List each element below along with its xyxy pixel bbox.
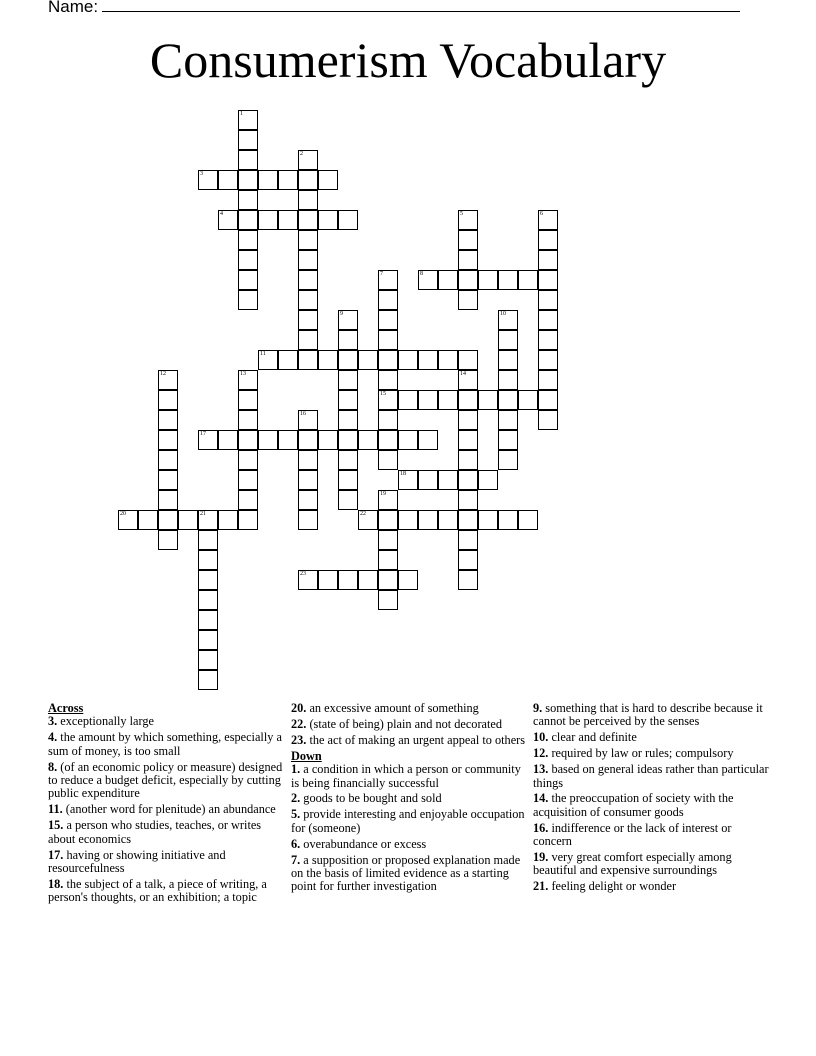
grid-cell[interactable]	[158, 450, 178, 470]
grid-cell[interactable]	[478, 390, 498, 410]
grid-cell[interactable]	[238, 290, 258, 310]
grid-cell[interactable]	[298, 450, 318, 470]
clue-across-20: 20. an excessive amount of something	[291, 701, 479, 715]
grid-cell[interactable]	[318, 210, 338, 230]
grid-cell[interactable]	[338, 450, 358, 470]
grid-cell[interactable]	[258, 430, 278, 450]
grid-cell[interactable]	[398, 350, 418, 370]
grid-cell[interactable]	[338, 330, 358, 350]
grid-cell[interactable]	[358, 510, 378, 530]
cell-number: 11	[260, 351, 266, 357]
grid-cell[interactable]	[338, 210, 358, 230]
clue-down-9: 9. something that is hard to describe because it cannot be perceived by the senses	[533, 701, 763, 729]
grid-cell[interactable]	[378, 550, 398, 570]
grid-cell[interactable]	[438, 390, 458, 410]
grid-cell[interactable]	[298, 410, 318, 430]
grid-cell[interactable]	[158, 490, 178, 510]
grid-cell[interactable]	[298, 430, 318, 450]
grid-cell[interactable]	[378, 370, 398, 390]
cell-number: 6	[540, 211, 543, 217]
grid-cell[interactable]	[498, 310, 518, 330]
grid-cell[interactable]	[538, 230, 558, 250]
grid-cell[interactable]	[158, 390, 178, 410]
clue-down-14: 14. the preoccupation of society with the acquisition of consumer goods	[533, 791, 734, 819]
grid-cell[interactable]	[538, 250, 558, 270]
grid-cell[interactable]	[278, 210, 298, 230]
grid-cell[interactable]	[518, 270, 538, 290]
grid-cell[interactable]	[538, 330, 558, 350]
grid-cell[interactable]	[298, 570, 318, 590]
grid-cell[interactable]	[198, 590, 218, 610]
grid-cell[interactable]	[458, 350, 478, 370]
grid-cell[interactable]	[198, 530, 218, 550]
grid-cell[interactable]	[458, 250, 478, 270]
grid-cell[interactable]	[438, 510, 458, 530]
grid-cell[interactable]	[438, 350, 458, 370]
cell-number: 16	[300, 411, 306, 417]
grid-cell[interactable]	[298, 310, 318, 330]
grid-cell[interactable]	[418, 510, 438, 530]
grid-cell[interactable]	[398, 470, 418, 490]
grid-cell[interactable]	[398, 570, 418, 590]
cell-number: 18	[400, 471, 406, 477]
grid-cell[interactable]	[138, 510, 158, 530]
grid-cell[interactable]	[458, 530, 478, 550]
cell-number: 22	[360, 511, 366, 517]
grid-cell[interactable]	[238, 430, 258, 450]
grid-cell[interactable]	[298, 150, 318, 170]
grid-cell[interactable]	[238, 110, 258, 130]
cell-number: 8	[420, 271, 423, 277]
grid-cell[interactable]	[338, 490, 358, 510]
grid-cell[interactable]	[358, 350, 378, 370]
name-label: Name:	[48, 0, 99, 16]
grid-cell[interactable]	[238, 450, 258, 470]
clue-across-15: 15. a person who studies, teaches, or writes about economics	[48, 818, 262, 846]
cell-number: 13	[240, 371, 246, 377]
grid-cell[interactable]	[238, 250, 258, 270]
grid-cell[interactable]	[198, 550, 218, 570]
clue-down-6: 6. overabundance or excess	[291, 836, 427, 851]
grid-cell[interactable]	[238, 390, 258, 410]
cell-number: 9	[340, 311, 343, 317]
grid-cell[interactable]	[458, 470, 478, 490]
cell-number: 15	[380, 391, 386, 397]
grid-cell[interactable]	[458, 550, 478, 570]
grid-cell[interactable]	[218, 170, 238, 190]
clue-across-18: 18. the subject of a talk, a piece of writing, a person's thoughts, or an exhibition; a topic	[48, 876, 267, 905]
grid-cell[interactable]	[298, 270, 318, 290]
cell-number: 23	[300, 571, 306, 577]
cell-number: 19	[380, 491, 386, 497]
clue-down-12: 12. required by law or rules; compulsory	[533, 746, 734, 761]
grid-cell[interactable]	[358, 430, 378, 450]
grid-cell[interactable]	[378, 590, 398, 610]
cell-number: 14	[460, 371, 466, 377]
cell-number: 20	[120, 511, 126, 517]
grid-cell[interactable]	[158, 470, 178, 490]
grid-cell[interactable]	[238, 190, 258, 210]
grid-cell[interactable]	[298, 250, 318, 270]
grid-cell[interactable]	[378, 450, 398, 470]
grid-cell[interactable]	[298, 490, 318, 510]
grid-cell[interactable]	[118, 510, 138, 530]
grid-cell[interactable]	[538, 350, 558, 370]
grid-cell[interactable]	[318, 170, 338, 190]
grid-cell[interactable]	[378, 570, 398, 590]
grid-cell[interactable]	[178, 510, 198, 530]
cell-number: 3	[200, 171, 203, 177]
grid-cell[interactable]	[198, 630, 218, 650]
grid-cell[interactable]	[498, 370, 518, 390]
grid-cell[interactable]	[318, 570, 338, 590]
across-heading: Across	[48, 701, 84, 715]
cell-number: 2	[300, 151, 303, 157]
grid-cell[interactable]	[238, 510, 258, 530]
grid-cell[interactable]	[378, 490, 398, 510]
grid-cell[interactable]	[538, 410, 558, 430]
grid-cell[interactable]	[238, 150, 258, 170]
grid-cell[interactable]	[458, 410, 478, 430]
grid-cell[interactable]	[198, 650, 218, 670]
clue-across-17: 17. having or showing initiative and resourcefulness	[48, 847, 226, 875]
clue-column-1	[48, 702, 284, 907]
grid-cell[interactable]	[378, 270, 398, 290]
grid-cell[interactable]	[278, 430, 298, 450]
grid-cell[interactable]	[458, 230, 478, 250]
clue-across-8: 8. (of an economic policy or measure) designed to reduce a budget deficit, especially by cutting public expenditure	[48, 759, 283, 801]
clue-across-11: 11. (another word for plenitude) an abundance	[48, 802, 276, 817]
grid-cell[interactable]	[498, 270, 518, 290]
grid-cell[interactable]	[298, 190, 318, 210]
grid-cell[interactable]	[418, 470, 438, 490]
clue-down-16: 16. indifference or the lack of interest or concern	[533, 820, 732, 849]
grid-cell[interactable]	[438, 270, 458, 290]
grid-cell[interactable]	[378, 430, 398, 450]
grid-cell[interactable]	[238, 230, 258, 250]
grid-cell[interactable]	[198, 510, 218, 530]
grid-cell[interactable]	[258, 350, 278, 370]
grid-cell[interactable]	[418, 390, 438, 410]
grid-cell[interactable]	[158, 530, 178, 550]
grid-cell[interactable]	[538, 310, 558, 330]
grid-cell[interactable]	[338, 350, 358, 370]
cell-number: 12	[160, 371, 166, 377]
grid-cell[interactable]	[218, 210, 238, 230]
grid-cell[interactable]	[158, 370, 178, 390]
down-heading: Down	[291, 748, 322, 763]
cell-number: 4	[220, 211, 223, 217]
clue-column-2	[291, 702, 527, 896]
grid-cell[interactable]	[338, 390, 358, 410]
clue-down-5: 5. provide interesting and enjoyable occupation for (someone)	[291, 807, 525, 835]
grid-cell[interactable]	[198, 170, 218, 190]
grid-cell[interactable]	[158, 510, 178, 530]
cell-number: 21	[200, 511, 206, 517]
grid-cell[interactable]	[238, 170, 258, 190]
clue-across-4: 4. the amount by which something, especially a sum of money, is too small	[48, 730, 282, 758]
grid-cell[interactable]	[458, 570, 478, 590]
grid-cell[interactable]	[498, 330, 518, 350]
grid-cell[interactable]	[458, 210, 478, 230]
grid-cell[interactable]	[418, 350, 438, 370]
grid-cell[interactable]	[458, 450, 478, 470]
grid-cell[interactable]	[378, 290, 398, 310]
grid-cell[interactable]	[438, 470, 458, 490]
grid-cell[interactable]	[338, 430, 358, 450]
grid-cell[interactable]	[498, 350, 518, 370]
grid-cell[interactable]	[458, 270, 478, 290]
grid-cell[interactable]	[498, 450, 518, 470]
grid-cell[interactable]	[498, 410, 518, 430]
grid-cell[interactable]	[538, 370, 558, 390]
grid-cell[interactable]	[538, 290, 558, 310]
cell-number: 10	[500, 311, 506, 317]
cell-number: 7	[380, 271, 383, 277]
grid-cell[interactable]	[338, 410, 358, 430]
grid-cell[interactable]	[278, 170, 298, 190]
grid-cell[interactable]	[478, 270, 498, 290]
grid-cell[interactable]	[338, 310, 358, 330]
clue-down-19: 19. very great comfort especially among beautiful and expensive surroundings	[533, 850, 732, 878]
grid-cell[interactable]	[458, 490, 478, 510]
grid-cell[interactable]	[378, 530, 398, 550]
grid-cell[interactable]	[218, 430, 238, 450]
grid-cell[interactable]	[238, 470, 258, 490]
grid-cell[interactable]	[298, 330, 318, 350]
grid-cell[interactable]	[458, 370, 478, 390]
grid-cell[interactable]	[238, 270, 258, 290]
grid-cell[interactable]	[338, 470, 358, 490]
grid-cell[interactable]	[398, 430, 418, 450]
grid-cell[interactable]	[298, 350, 318, 370]
grid-cell[interactable]	[538, 390, 558, 410]
grid-cell[interactable]	[498, 510, 518, 530]
clue-across-23: 23. the act of making an urgent appeal to others	[291, 732, 526, 747]
grid-cell[interactable]	[198, 430, 218, 450]
clue-column-3	[533, 702, 769, 896]
grid-cell[interactable]	[378, 390, 398, 410]
grid-cell[interactable]	[278, 350, 298, 370]
grid-cell[interactable]	[338, 570, 358, 590]
clue-down-10: 10. clear and definite	[533, 730, 637, 745]
grid-cell[interactable]	[498, 390, 518, 410]
grid-cell[interactable]	[378, 330, 398, 350]
grid-cell[interactable]	[378, 310, 398, 330]
grid-cell[interactable]	[298, 470, 318, 490]
grid-cell[interactable]	[258, 210, 278, 230]
grid-cell[interactable]	[198, 670, 218, 690]
grid-cell[interactable]	[518, 510, 538, 530]
grid-cell[interactable]	[298, 210, 318, 230]
grid-cell[interactable]	[258, 170, 278, 190]
grid-cell[interactable]	[538, 270, 558, 290]
grid-cell[interactable]	[298, 170, 318, 190]
grid-cell[interactable]	[238, 490, 258, 510]
grid-cell[interactable]	[458, 510, 478, 530]
grid-cell[interactable]	[378, 510, 398, 530]
clue-down-2: 2. goods to be bought and sold	[291, 791, 442, 806]
grid-cell[interactable]	[378, 410, 398, 430]
cell-number: 1	[240, 111, 243, 117]
page-title: Consumerism Vocabulary	[149, 32, 667, 88]
grid-cell[interactable]	[478, 470, 498, 490]
grid-cell[interactable]	[418, 430, 438, 450]
clue-down-21: 21. feeling delight or wonder	[533, 879, 677, 894]
cell-number: 5	[460, 211, 463, 217]
grid-cell[interactable]	[418, 270, 438, 290]
grid-cell[interactable]	[498, 430, 518, 450]
grid-cell[interactable]	[298, 510, 318, 530]
grid-cell[interactable]	[158, 430, 178, 450]
grid-cell[interactable]	[238, 130, 258, 150]
grid-cell[interactable]	[358, 570, 378, 590]
clue-down-7: 7. a supposition or proposed explanation made on the basis of limited evidence as a starting point for further investigation	[291, 852, 521, 894]
clue-across-3: 3. exceptionally large	[48, 714, 154, 729]
clue-across-22: 22. (state of being) plain and not decorated	[291, 716, 503, 731]
grid-cell[interactable]	[378, 350, 398, 370]
grid-cell[interactable]	[398, 390, 418, 410]
grid-cell[interactable]	[298, 290, 318, 310]
grid-cell[interactable]	[198, 610, 218, 630]
grid-cell[interactable]	[238, 210, 258, 230]
grid-cell[interactable]	[318, 430, 338, 450]
grid-cell[interactable]	[458, 430, 478, 450]
grid-cell[interactable]	[238, 370, 258, 390]
grid-cell[interactable]	[538, 210, 558, 230]
grid-cell[interactable]	[318, 350, 338, 370]
clue-down-13: 13. based on general ideas rather than particular things	[533, 762, 769, 790]
grid-cell[interactable]	[198, 570, 218, 590]
grid-cell[interactable]	[458, 290, 478, 310]
grid-cell[interactable]	[398, 510, 418, 530]
grid-cell[interactable]	[518, 390, 538, 410]
grid-cell[interactable]	[298, 230, 318, 250]
clue-down-1: 1. a condition in which a person or community is being financially successful	[291, 762, 521, 790]
grid-cell[interactable]	[158, 410, 178, 430]
grid-cell[interactable]	[218, 510, 238, 530]
grid-cell[interactable]	[478, 510, 498, 530]
grid-cell[interactable]	[338, 370, 358, 390]
cell-number: 17	[200, 431, 206, 437]
grid-cell[interactable]	[458, 390, 478, 410]
grid-cell[interactable]	[238, 410, 258, 430]
